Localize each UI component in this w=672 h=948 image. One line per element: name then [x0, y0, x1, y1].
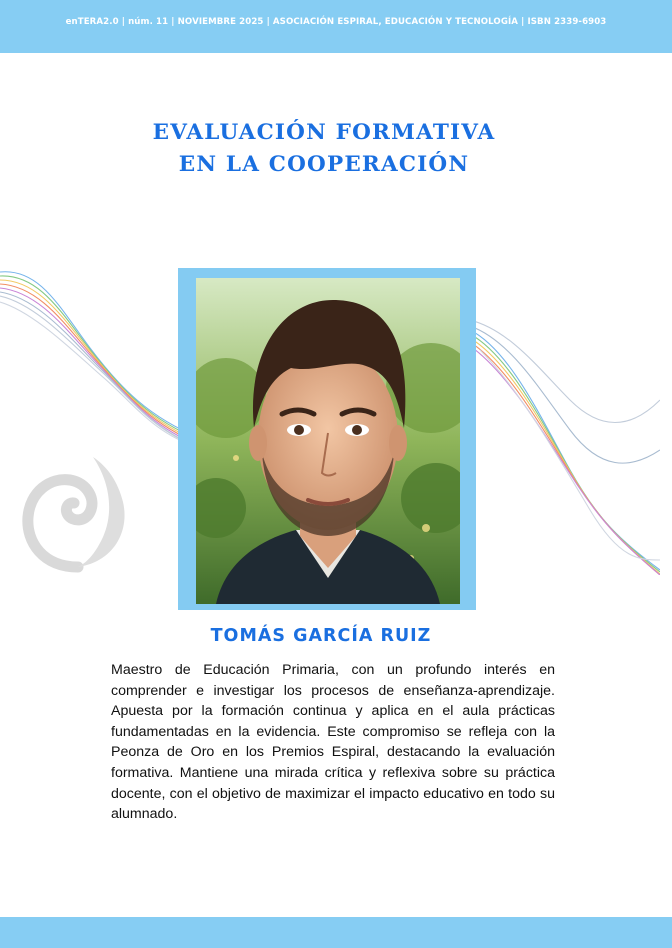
article-title-line-2: EN LA COOPERACIÓN: [178, 152, 470, 177]
rainbow-wave-decoration-left: [0, 268, 200, 448]
article-title-line-1: EVALUACIÓN FORMATIVA: [152, 120, 496, 145]
author-name: TOMÁS GARCÍA RUIZ: [210, 626, 432, 646]
journal-header-text: enTERA2.0 | núm. 11 | NOVIEMBRE 2025 | ASOCIACIÓN ESPIRAL, EDUCACIÓN Y TECNOLOGÍA | ISBN 2339-6903: [65, 17, 607, 27]
author-portrait: [196, 278, 460, 604]
header-band: [0, 0, 672, 53]
author-bio: Maestro de Educación Primaria, con un profundo interés en comprender e investigar los procesos de enseñanza-aprendizaje. Apuesta por la formación continua y aplica en el aula prácticas fundamentadas en la evidencia. Este compromiso se refleja con la Peonza de Oro en los Premios Espiral, destacando la evaluación formativa. Mantiene una mirada crítica y reflexiva sobre su práctica docente, con el objetivo de maximizar el impacto educativo en todo su alumnado.: [111, 662, 555, 823]
footer-band: [0, 917, 672, 948]
spiral-logo-icon: [18, 452, 138, 582]
rainbow-wave-decoration-right: [470, 310, 660, 575]
